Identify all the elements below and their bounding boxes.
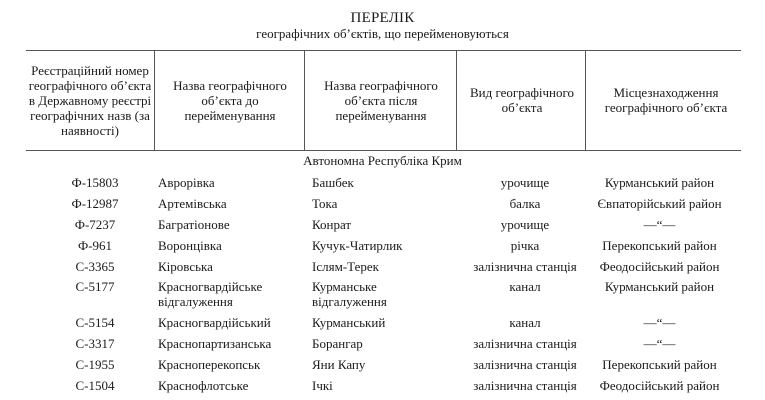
location-cell: —“— [643, 217, 676, 232]
location-cell: Євпаторійський район [597, 196, 722, 211]
location-cell: Курманський район [604, 175, 715, 190]
new-name-cell: Іслям-Терек [312, 259, 379, 274]
old-name-cell: Красногвардійський [158, 315, 271, 330]
header-registration-number: Реєстраційний номер географічного об’єкта в Державному реєстрі географічних назв (за наявності) [28, 62, 152, 138]
object-type-cell: канал [509, 279, 541, 294]
location-cell: Перекопський район [602, 357, 717, 372]
location-cell: —“— [643, 336, 676, 351]
document-subtitle: географічних об’єктів, що перейменовуються [256, 26, 509, 41]
new-name-cell: Курманське відгалуження [312, 279, 387, 309]
old-name-cell: Краснопартизанська [158, 336, 272, 351]
reg-number-cell: С-5154 [75, 315, 115, 330]
new-name-cell: Яни Капу [312, 357, 366, 372]
column-divider [585, 50, 586, 150]
new-name-cell: Ічкі [312, 378, 333, 393]
new-name-cell: Кучук-Чатирлик [312, 238, 403, 253]
reg-number-cell: Ф-961 [77, 238, 113, 253]
location-cell: Феодосійський район [599, 378, 720, 393]
reg-number-cell: С-3365 [75, 259, 115, 274]
location-cell: Курманський район [604, 279, 715, 294]
reg-number-cell: Ф-12987 [71, 196, 119, 211]
new-name-cell: Конрат [312, 217, 352, 232]
object-type-cell: канал [509, 315, 541, 330]
old-name-cell: Воронцівка [158, 238, 222, 253]
header-object-type: Вид географічного об’єкта [469, 85, 575, 115]
old-name-cell: Аврорівка [158, 175, 215, 190]
location-cell: Перекопський район [602, 238, 717, 253]
region-heading: Автономна Республіка Крим [303, 153, 462, 168]
old-name-cell: Красногвардійське відгалуження [158, 279, 263, 309]
header-old-name: Назва географічного об’єкта до перейменування [173, 77, 287, 123]
object-type-cell: залізнична станція [473, 336, 577, 351]
location-cell: Феодосійський район [599, 259, 720, 274]
object-type-cell: залізнична станція [473, 378, 577, 393]
old-name-cell: Артемівська [158, 196, 227, 211]
header-location: Місцезнаходження географічного об’єкта [604, 85, 728, 115]
new-name-cell: Борангар [312, 336, 363, 351]
table-header-rule [26, 150, 741, 151]
new-name-cell: Курманський [312, 315, 386, 330]
reg-number-cell: С-5177 [75, 279, 115, 294]
object-type-cell: залізнична станція [473, 357, 577, 372]
object-type-cell: залізнична станція [473, 259, 577, 274]
reg-number-cell: Ф-15803 [71, 175, 119, 190]
column-divider [456, 50, 457, 150]
column-divider [154, 50, 155, 150]
new-name-cell: Тока [312, 196, 338, 211]
object-type-cell: урочище [500, 175, 550, 190]
column-divider [304, 50, 305, 150]
document-title: ПЕРЕЛІК [350, 10, 415, 26]
object-type-cell: балка [509, 196, 541, 211]
object-type-cell: урочище [500, 217, 550, 232]
reg-number-cell: С-3317 [75, 336, 115, 351]
new-name-cell: Башбек [312, 175, 354, 190]
old-name-cell: Багратіонове [158, 217, 230, 232]
old-name-cell: Кіровська [158, 259, 213, 274]
old-name-cell: Красноперекопськ [158, 357, 261, 372]
object-type-cell: річка [510, 238, 540, 253]
reg-number-cell: С-1504 [75, 378, 115, 393]
header-new-name: Назва географічного об’єкта після перейменування [324, 77, 438, 123]
location-cell: —“— [643, 315, 676, 330]
reg-number-cell: С-1955 [75, 357, 115, 372]
reg-number-cell: Ф-7237 [74, 217, 116, 232]
old-name-cell: Краснофлотське [158, 378, 249, 393]
